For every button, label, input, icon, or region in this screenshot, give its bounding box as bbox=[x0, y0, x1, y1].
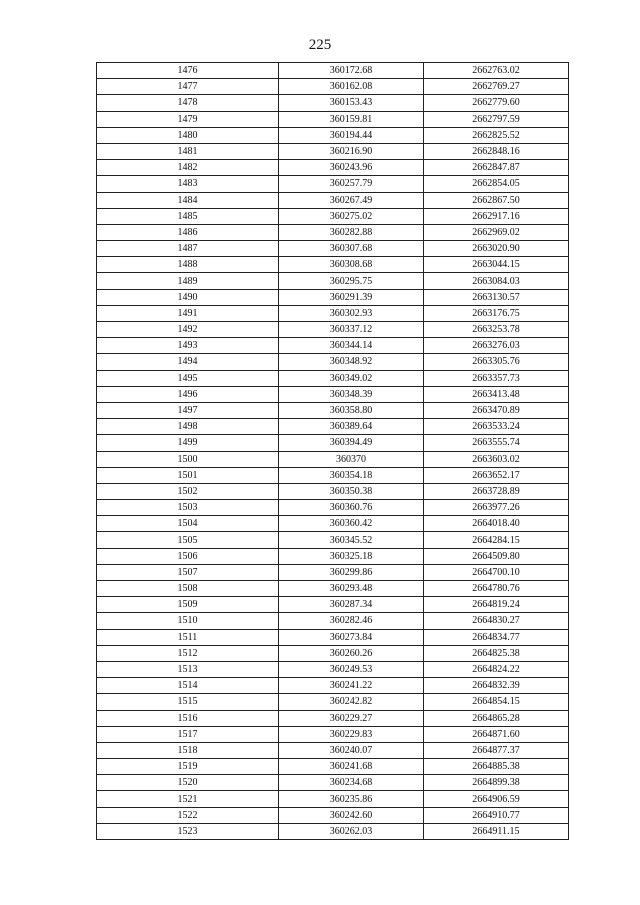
x-coordinate-cell: 360295.75 bbox=[279, 273, 424, 289]
point-number-cell: 1502 bbox=[97, 483, 279, 499]
y-coordinate-cell: 2664509.80 bbox=[424, 548, 569, 564]
point-number-cell: 1485 bbox=[97, 208, 279, 224]
y-coordinate-cell: 2662797.59 bbox=[424, 111, 569, 127]
point-number-cell: 1495 bbox=[97, 370, 279, 386]
y-coordinate-cell: 2664832.39 bbox=[424, 678, 569, 694]
y-coordinate-cell: 2662969.02 bbox=[424, 224, 569, 240]
x-coordinate-cell: 360275.02 bbox=[279, 208, 424, 224]
point-number-cell: 1492 bbox=[97, 322, 279, 338]
table-row bbox=[97, 613, 569, 629]
table-row bbox=[97, 435, 569, 451]
table-row bbox=[97, 305, 569, 321]
point-number-cell: 1510 bbox=[97, 613, 279, 629]
x-coordinate-cell: 360235.86 bbox=[279, 791, 424, 807]
x-coordinate-cell: 360308.68 bbox=[279, 257, 424, 273]
x-coordinate-cell: 360307.68 bbox=[279, 241, 424, 257]
x-coordinate-cell: 360234.68 bbox=[279, 775, 424, 791]
x-coordinate-cell: 360241.22 bbox=[279, 678, 424, 694]
point-number-cell: 1512 bbox=[97, 645, 279, 661]
y-coordinate-cell: 2663084.03 bbox=[424, 273, 569, 289]
table-row bbox=[97, 661, 569, 677]
y-coordinate-cell: 2662779.60 bbox=[424, 95, 569, 111]
y-coordinate-cell: 2664865.28 bbox=[424, 710, 569, 726]
y-coordinate-cell: 2663357.73 bbox=[424, 370, 569, 386]
x-coordinate-cell: 360370 bbox=[279, 451, 424, 467]
table-row bbox=[97, 791, 569, 807]
x-coordinate-cell: 360242.60 bbox=[279, 807, 424, 823]
table-row bbox=[97, 775, 569, 791]
y-coordinate-cell: 2663470.89 bbox=[424, 402, 569, 418]
x-coordinate-cell: 360229.83 bbox=[279, 726, 424, 742]
point-number-cell: 1491 bbox=[97, 305, 279, 321]
point-number-cell: 1509 bbox=[97, 597, 279, 613]
table-row bbox=[97, 208, 569, 224]
y-coordinate-cell: 2664854.15 bbox=[424, 694, 569, 710]
x-coordinate-cell: 360293.48 bbox=[279, 581, 424, 597]
x-coordinate-cell: 360273.84 bbox=[279, 629, 424, 645]
page-number: 225 bbox=[308, 37, 332, 53]
x-coordinate-cell: 360267.49 bbox=[279, 192, 424, 208]
y-coordinate-cell: 2663728.89 bbox=[424, 483, 569, 499]
point-number-cell: 1493 bbox=[97, 338, 279, 354]
x-coordinate-cell: 360262.03 bbox=[279, 823, 424, 839]
table-row bbox=[97, 597, 569, 613]
y-coordinate-cell: 2664700.10 bbox=[424, 564, 569, 580]
y-coordinate-cell: 2662867.50 bbox=[424, 192, 569, 208]
y-coordinate-cell: 2664899.38 bbox=[424, 775, 569, 791]
x-coordinate-cell: 360242.82 bbox=[279, 694, 424, 710]
y-coordinate-cell: 2662848.16 bbox=[424, 143, 569, 159]
table-row bbox=[97, 548, 569, 564]
x-coordinate-cell: 360358.80 bbox=[279, 402, 424, 418]
point-number-cell: 1489 bbox=[97, 273, 279, 289]
point-number-cell: 1505 bbox=[97, 532, 279, 548]
point-number-cell: 1477 bbox=[97, 79, 279, 95]
point-number-cell: 1520 bbox=[97, 775, 279, 791]
table-row bbox=[97, 467, 569, 483]
point-number-cell: 1480 bbox=[97, 127, 279, 143]
y-coordinate-cell: 2663555.74 bbox=[424, 435, 569, 451]
y-coordinate-cell: 2664871.60 bbox=[424, 726, 569, 742]
x-coordinate-cell: 360257.79 bbox=[279, 176, 424, 192]
point-number-cell: 1500 bbox=[97, 451, 279, 467]
y-coordinate-cell: 2664830.27 bbox=[424, 613, 569, 629]
x-coordinate-cell: 360241.68 bbox=[279, 759, 424, 775]
point-number-cell: 1516 bbox=[97, 710, 279, 726]
table-row bbox=[97, 257, 569, 273]
table-row bbox=[97, 678, 569, 694]
table-row bbox=[97, 500, 569, 516]
point-number-cell: 1490 bbox=[97, 289, 279, 305]
table-row bbox=[97, 726, 569, 742]
table-row bbox=[97, 143, 569, 159]
x-coordinate-cell: 360344.14 bbox=[279, 338, 424, 354]
y-coordinate-cell: 2663977.26 bbox=[424, 500, 569, 516]
x-coordinate-cell: 360159.81 bbox=[279, 111, 424, 127]
y-coordinate-cell: 2662825.52 bbox=[424, 127, 569, 143]
x-coordinate-cell: 360249.53 bbox=[279, 661, 424, 677]
point-number-cell: 1507 bbox=[97, 564, 279, 580]
y-coordinate-cell: 2663130.57 bbox=[424, 289, 569, 305]
x-coordinate-cell: 360360.42 bbox=[279, 516, 424, 532]
y-coordinate-cell: 2664906.59 bbox=[424, 791, 569, 807]
table-row bbox=[97, 160, 569, 176]
point-number-cell: 1519 bbox=[97, 759, 279, 775]
point-number-cell: 1488 bbox=[97, 257, 279, 273]
table-row bbox=[97, 483, 569, 499]
table-row bbox=[97, 224, 569, 240]
x-coordinate-cell: 360216.90 bbox=[279, 143, 424, 159]
table-row bbox=[97, 807, 569, 823]
y-coordinate-cell: 2663533.24 bbox=[424, 419, 569, 435]
table-row bbox=[97, 111, 569, 127]
point-number-cell: 1521 bbox=[97, 791, 279, 807]
table-row bbox=[97, 192, 569, 208]
x-coordinate-cell: 360394.49 bbox=[279, 435, 424, 451]
coordinates-table-body bbox=[97, 63, 569, 840]
y-coordinate-cell: 2662769.27 bbox=[424, 79, 569, 95]
x-coordinate-cell: 360229.27 bbox=[279, 710, 424, 726]
point-number-cell: 1499 bbox=[97, 435, 279, 451]
table-row bbox=[97, 645, 569, 661]
table-row bbox=[97, 402, 569, 418]
y-coordinate-cell: 2663305.76 bbox=[424, 354, 569, 370]
point-number-cell: 1504 bbox=[97, 516, 279, 532]
point-number-cell: 1501 bbox=[97, 467, 279, 483]
coordinates-table bbox=[96, 62, 569, 840]
x-coordinate-cell: 360360.76 bbox=[279, 500, 424, 516]
x-coordinate-cell: 360354.18 bbox=[279, 467, 424, 483]
point-number-cell: 1497 bbox=[97, 402, 279, 418]
point-number-cell: 1496 bbox=[97, 386, 279, 402]
table-row bbox=[97, 322, 569, 338]
x-coordinate-cell: 360345.52 bbox=[279, 532, 424, 548]
x-coordinate-cell: 360240.07 bbox=[279, 742, 424, 758]
point-number-cell: 1514 bbox=[97, 678, 279, 694]
point-number-cell: 1482 bbox=[97, 160, 279, 176]
point-number-cell: 1481 bbox=[97, 143, 279, 159]
x-coordinate-cell: 360282.46 bbox=[279, 613, 424, 629]
point-number-cell: 1476 bbox=[97, 63, 279, 79]
point-number-cell: 1513 bbox=[97, 661, 279, 677]
table-row bbox=[97, 273, 569, 289]
y-coordinate-cell: 2664780.76 bbox=[424, 581, 569, 597]
table-row bbox=[97, 370, 569, 386]
table-row bbox=[97, 354, 569, 370]
x-coordinate-cell: 360299.86 bbox=[279, 564, 424, 580]
y-coordinate-cell: 2664819.24 bbox=[424, 597, 569, 613]
x-coordinate-cell: 360349.02 bbox=[279, 370, 424, 386]
x-coordinate-cell: 360337.12 bbox=[279, 322, 424, 338]
y-coordinate-cell: 2662854.05 bbox=[424, 176, 569, 192]
y-coordinate-cell: 2663020.90 bbox=[424, 241, 569, 257]
y-coordinate-cell: 2664877.37 bbox=[424, 742, 569, 758]
point-number-cell: 1522 bbox=[97, 807, 279, 823]
table-row bbox=[97, 581, 569, 597]
table-row bbox=[97, 79, 569, 95]
y-coordinate-cell: 2664911.15 bbox=[424, 823, 569, 839]
table-row bbox=[97, 629, 569, 645]
point-number-cell: 1483 bbox=[97, 176, 279, 192]
y-coordinate-cell: 2663176.75 bbox=[424, 305, 569, 321]
x-coordinate-cell: 360282.88 bbox=[279, 224, 424, 240]
point-number-cell: 1518 bbox=[97, 742, 279, 758]
y-coordinate-cell: 2664825.38 bbox=[424, 645, 569, 661]
y-coordinate-cell: 2663253.78 bbox=[424, 322, 569, 338]
point-number-cell: 1486 bbox=[97, 224, 279, 240]
point-number-cell: 1517 bbox=[97, 726, 279, 742]
point-number-cell: 1508 bbox=[97, 581, 279, 597]
point-number-cell: 1498 bbox=[97, 419, 279, 435]
point-number-cell: 1487 bbox=[97, 241, 279, 257]
point-number-cell: 1506 bbox=[97, 548, 279, 564]
y-coordinate-cell: 2662847.87 bbox=[424, 160, 569, 176]
table-row bbox=[97, 532, 569, 548]
y-coordinate-cell: 2664910.77 bbox=[424, 807, 569, 823]
y-coordinate-cell: 2664885.38 bbox=[424, 759, 569, 775]
point-number-cell: 1484 bbox=[97, 192, 279, 208]
table-row bbox=[97, 127, 569, 143]
table-row bbox=[97, 386, 569, 402]
table-row bbox=[97, 241, 569, 257]
y-coordinate-cell: 2664018.40 bbox=[424, 516, 569, 532]
x-coordinate-cell: 360291.39 bbox=[279, 289, 424, 305]
x-coordinate-cell: 360325.18 bbox=[279, 548, 424, 564]
y-coordinate-cell: 2664284.15 bbox=[424, 532, 569, 548]
x-coordinate-cell: 360348.92 bbox=[279, 354, 424, 370]
table-row bbox=[97, 95, 569, 111]
table-row bbox=[97, 63, 569, 79]
y-coordinate-cell: 2662763.02 bbox=[424, 63, 569, 79]
y-coordinate-cell: 2663603.02 bbox=[424, 451, 569, 467]
point-number-cell: 1503 bbox=[97, 500, 279, 516]
table-row bbox=[97, 289, 569, 305]
point-number-cell: 1494 bbox=[97, 354, 279, 370]
y-coordinate-cell: 2662917.16 bbox=[424, 208, 569, 224]
point-number-cell: 1478 bbox=[97, 95, 279, 111]
x-coordinate-cell: 360302.93 bbox=[279, 305, 424, 321]
x-coordinate-cell: 360194.44 bbox=[279, 127, 424, 143]
table-row bbox=[97, 694, 569, 710]
y-coordinate-cell: 2663044.15 bbox=[424, 257, 569, 273]
point-number-cell: 1479 bbox=[97, 111, 279, 127]
y-coordinate-cell: 2664834.77 bbox=[424, 629, 569, 645]
x-coordinate-cell: 360260.26 bbox=[279, 645, 424, 661]
table-row bbox=[97, 710, 569, 726]
table-row bbox=[97, 451, 569, 467]
y-coordinate-cell: 2663413.48 bbox=[424, 386, 569, 402]
x-coordinate-cell: 360172.68 bbox=[279, 63, 424, 79]
table-row bbox=[97, 823, 569, 839]
point-number-cell: 1515 bbox=[97, 694, 279, 710]
x-coordinate-cell: 360348.39 bbox=[279, 386, 424, 402]
x-coordinate-cell: 360243.96 bbox=[279, 160, 424, 176]
y-coordinate-cell: 2663652.17 bbox=[424, 467, 569, 483]
x-coordinate-cell: 360350.38 bbox=[279, 483, 424, 499]
table-row bbox=[97, 759, 569, 775]
x-coordinate-cell: 360389.64 bbox=[279, 419, 424, 435]
table-row bbox=[97, 338, 569, 354]
point-number-cell: 1511 bbox=[97, 629, 279, 645]
table-row bbox=[97, 742, 569, 758]
x-coordinate-cell: 360162.08 bbox=[279, 79, 424, 95]
table-row bbox=[97, 176, 569, 192]
x-coordinate-cell: 360153.43 bbox=[279, 95, 424, 111]
table-row bbox=[97, 564, 569, 580]
table-row bbox=[97, 419, 569, 435]
y-coordinate-cell: 2664824.22 bbox=[424, 661, 569, 677]
point-number-cell: 1523 bbox=[97, 823, 279, 839]
table-row bbox=[97, 516, 569, 532]
y-coordinate-cell: 2663276.03 bbox=[424, 338, 569, 354]
x-coordinate-cell: 360287.34 bbox=[279, 597, 424, 613]
